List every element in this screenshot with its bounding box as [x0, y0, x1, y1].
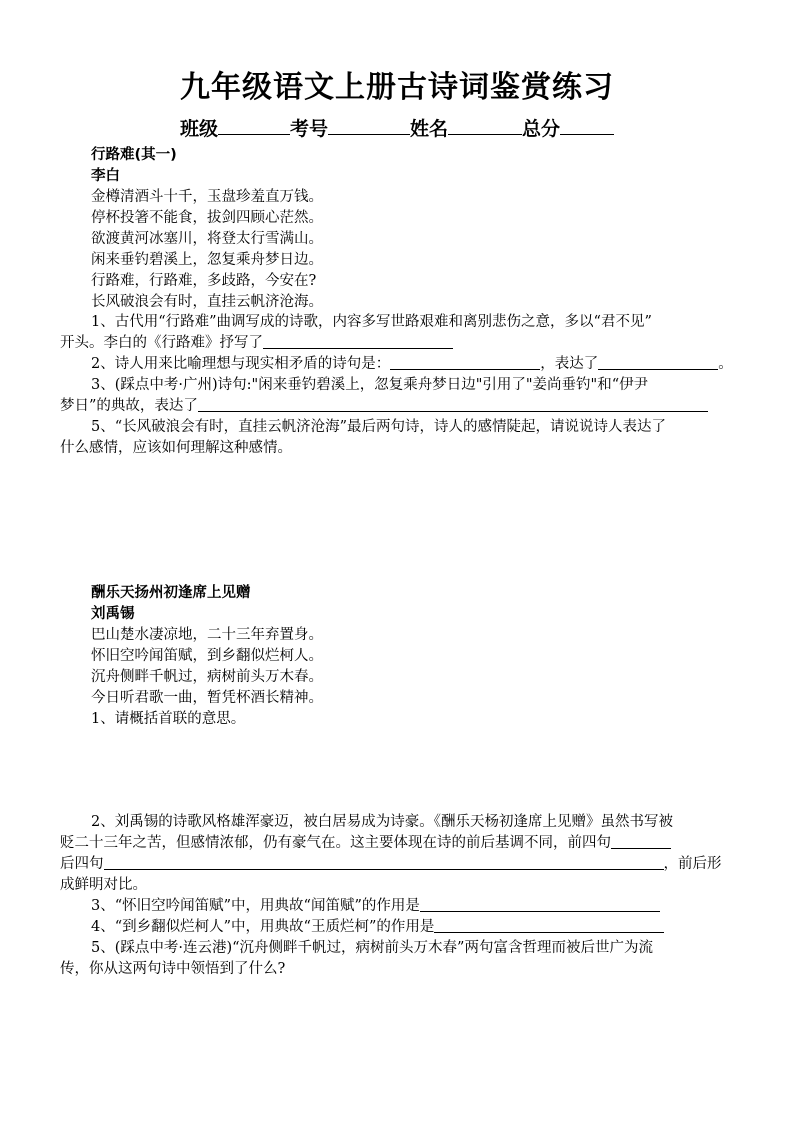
- poem2-block: [91, 583, 741, 730]
- page-title: 九年级语文上册古诗词鉴赏练习: [180, 70, 614, 105]
- poem-line: 停杯投箸不能食，拔剑四顾心茫然。: [91, 210, 323, 226]
- name-label: 姓名: [410, 118, 449, 140]
- question-4: 4、“到乡翻似烂柯人”中，用典故“王质烂柯”的作用是: [60, 917, 740, 938]
- question-2-line2: 贬二十三年之苦，但感情浓郁，仍有豪气在。这主要体现在诗的前后基调不同，前四句: [60, 833, 740, 854]
- answer-blank[interactable]: [611, 833, 671, 849]
- poem2-author: 刘禹锡: [91, 606, 135, 622]
- question-3-line1: 3、(踩点中考·广州)诗句:"闲来垂钓碧溪上，忽复乘舟梦日边"引用了"姜尚垂钓"和“伊尹: [91, 377, 649, 393]
- exam-no-label: 考号: [289, 118, 328, 140]
- score-blank[interactable]: [560, 116, 614, 135]
- question-1: 1、请概括首联的意思。: [91, 711, 246, 727]
- question-1-line2: 开头。李白的《行路难》抒写了: [60, 333, 740, 354]
- poem1-block: [91, 145, 741, 313]
- question-5-line1: 5、“长风破浪会有时，直挂云帆济沧海”最后两句诗，诗人的感情陡起，请说说诗人表达了: [91, 419, 667, 435]
- poem2-title: 酬乐天扬州初逢席上见赠: [91, 585, 251, 601]
- question-5-line1: 5、(踩点中考·连云港)“沉舟侧畔千帆过，病树前头万木春”两句富含哲理而被后世广为流: [91, 940, 653, 956]
- poem-line: 欲渡黄河冰塞川，将登太行雪满山。: [91, 231, 323, 247]
- student-info-header: [0, 114, 794, 141]
- exam-no-blank[interactable]: [328, 116, 410, 135]
- answer-blank[interactable]: [434, 917, 664, 933]
- answer-blank[interactable]: [198, 396, 708, 412]
- name-blank[interactable]: [448, 116, 522, 135]
- poem-line: 金樽清酒斗十千，玉盘珍羞直万钱。: [91, 189, 323, 205]
- answer-blank[interactable]: [104, 854, 664, 870]
- question-3-line2: 梦日”的典故，表达了: [60, 396, 740, 417]
- poem-line: 巴山楚水凄凉地，二十三年弃置身。: [91, 627, 323, 643]
- poem1-author: 李白: [91, 168, 120, 184]
- poem-line: 行路难，行路难，多歧路，今安在?: [91, 273, 317, 289]
- class-blank[interactable]: [218, 116, 290, 135]
- poem-line: 今日听君歌一曲，暂凭杯酒长精神。: [91, 690, 323, 706]
- poem-line: 怀旧空吟闻笛赋，到乡翻似烂柯人。: [91, 648, 323, 664]
- class-label: 班级: [179, 118, 218, 140]
- answer-blank[interactable]: [420, 896, 660, 912]
- question-1-line1: 1、古代用“行路难”曲调写成的诗歌，内容多写世路艰难和离别悲伤之意，多以“君不见”: [91, 314, 652, 330]
- answer-blank[interactable]: [263, 333, 453, 349]
- question-2-line3: 后四句 ，前后形: [60, 856, 722, 872]
- question-3: 3、“怀旧空吟闻笛赋”中，用典故“闻笛赋”的作用是: [60, 896, 740, 917]
- answer-blank[interactable]: [390, 354, 540, 370]
- poem-line: 沉舟侧畔千帆过，病树前头万木春。: [91, 669, 323, 685]
- answer-blank[interactable]: [598, 354, 718, 370]
- poem1-questions: [60, 312, 740, 459]
- score-label: 总分: [522, 118, 561, 140]
- poem2-questions: [60, 812, 740, 980]
- question-2-line4: 成鲜明对比。: [60, 877, 147, 893]
- poem1-title: 行路难(其一): [91, 147, 177, 163]
- question-2-line1: 2、刘禹锡的诗歌风格雄浑豪迈，被白居易成为诗豪。《酬乐天杨初逢席上见赠》虽然书写被: [91, 814, 673, 830]
- question-5-line2: 什么感情，应该如何理解这种感情。: [60, 440, 292, 456]
- poem-line: 长风破浪会有时，直挂云帆济沧海。: [91, 294, 323, 310]
- question-5-line2: 传，你从这两句诗中领悟到了什么?: [60, 961, 286, 977]
- poem-line: 闲来垂钓碧溪上，忽复乘舟梦日边。: [91, 252, 323, 268]
- question-2: 2、诗人用来比喻理想与现实相矛盾的诗句是： ，表达了 。: [91, 356, 733, 372]
